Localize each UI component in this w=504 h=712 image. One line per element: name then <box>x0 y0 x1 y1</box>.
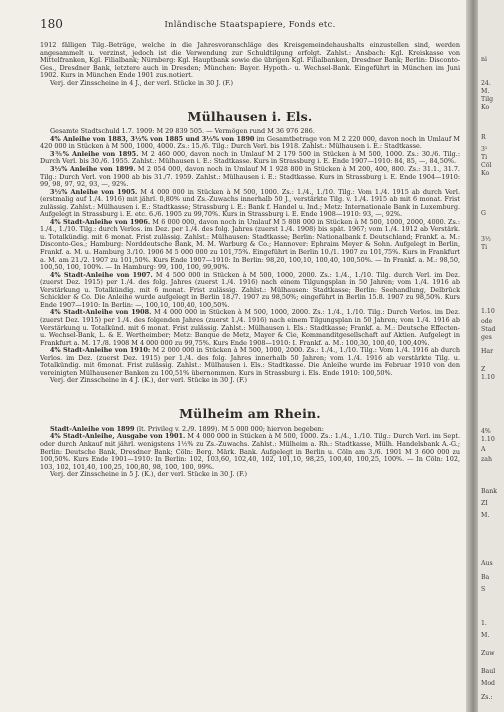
page-body <box>40 42 460 479</box>
page-header <box>40 17 460 31</box>
edge-fragment: 3¹ <box>481 146 488 153</box>
loan-text: M 6 000 000, davon noch in Umlauf M 5 808 000 in Stücken à M 500, 1000, 2000, 4000. Zs.: 1./4., 1./10. Tilg.: durch Verlos. im Dez. per 1./4. des folg. Jahres (zuerst 1./4. 1908) bis spät. 1967; vom 1./4. 1912 ab Verstärk. u. Totalkündig. mit 6 monat. Frist zulässig. Zahlst.: Mülhausen: Stadtkasse; Berlin: Nationalbank f. Deutschland; Frankf. a. M.: Disconto-Ges.; Hamburg: Norddeutsche Bank, M. M. Warburg & Co.; Hannover: Ephraim Meyer & Sohn. Aufgelegt in Berlin, Frankf. a. M. u. Hamburg 3./10. 1906 M 5 000 000 zu 101,75%. Eingeführt in Berlin 10./1. 1907 zu 101,75%. Kurs in Frankfurt a. M. am 21./2. 1907 zu 101,50%. Kurs Ende 1907—1910: In Berlin: 98,20, 100,10, 100,40, 100,50%. — In Frankf. a. M.: 98,50, 100,50, 100, 100%. — In Hamburg: 99, 100, 100, 99,90%. <box>40 217 460 272</box>
loan-text: M 2 000 000 in Stücken à M 500, 1000, 2000. Zs.: 1./4., 1./10. Tilg.: Vom 1./4. 1916 ab durch Verlos. im Dez. (zuerst Dez. 1915) per 1./4. des folg. Jahres innerhalb 50 Jahren; vom 1./4. 1916 ab verstärkte Tilg. u. Totalkündig. mit 6monat. Frist zulässig. Zahlst.: Mülhausen i. Els.: Stadtkasse. Die Anleihe wurde im Februar 1910 von den vereinigten Mülhausener Banken zu 100,51% übernommen. Kurs in Strassburg i. Els. Ende 1910: 100,50%. <box>40 346 460 377</box>
loan-1907 <box>40 272 460 310</box>
edge-fragment: M. <box>481 512 490 519</box>
edge-fragment: S <box>481 586 486 593</box>
loan-1910 <box>40 347 460 377</box>
adjacent-page-edge <box>478 0 504 712</box>
edge-fragment: Ba <box>481 574 490 581</box>
edge-fragment: Har <box>481 348 494 355</box>
intro-coupon-note: Verj. der Zinsscheine in 4 J., der verl. Stücke in 30 J. (F.) <box>50 78 234 87</box>
edge-fragment: ni <box>481 56 487 63</box>
loan-heading: 3½% Anleihe von 1905. <box>50 187 138 196</box>
loan-text: M 4 000 000 in Stücken à M 500, 1000. Zs.: 1./4., 1./10. Tilg.: Durch Verl. im Sept. oder durch Ankauf mit jährl. wenigstens 1½% zu Zs.-Zuwachs. Zahlst.: Mülheim a. Rh.: Stadtkasse, Mülh. Handelsbank A.-G.; Berlin: Deutsche Bank, Dresdner Bank; Cöln: Berg. Märk. Bank. Aufgelegt in Berlin u. Cöln am 3./6. 1901 M 3 600 000 zu 100,50%. Kurs Ende 1901—1910: In Berlin: 102, 103,60, 102,40, 102, 101,10, 98,25, 100,40, 100,25, 100%. — In Cöln: 102, 103, 102, 101,40, 100,25, 100,80, 98, 100, 100, 99%. <box>40 432 460 471</box>
edge-fragment: 1.10 <box>481 436 495 443</box>
edge-fragment: ges <box>481 334 492 341</box>
loan-heading: 4% Stadt-Anleihe, Ausgabe von 1901. <box>50 432 186 441</box>
edge-fragment: ode <box>481 318 493 325</box>
loan-heading: 3⅗% Anleihe von 1895. <box>50 149 139 158</box>
edge-fragment: zah <box>481 456 492 463</box>
edge-fragment: 1. <box>481 620 487 627</box>
loan-heading: 4% Stadt-Anleihe von 1908. <box>50 308 152 317</box>
edge-fragment: R <box>481 134 486 141</box>
loan-text: M 2 460 000, davon noch in Umlauf M 2 179 500 in Stücken à M 500, 1000. Zs.: 30./6. Tilg.: Durch Verl. bis 30./6. 1955. Zahlst.: Mülhausen i. E.: Stadtkasse. Kurs in Strassburg i. E. Ende 1907—1910: 84, 85, —, 84,50%. <box>40 149 461 166</box>
loan-text: (lt. Privileg v. 2./9. 1899). M 5 000 000; hiervon begeben: <box>134 424 324 433</box>
edge-fragment: Zuw <box>481 650 495 657</box>
loan-1895 <box>40 151 460 166</box>
section-title-muelhausen: Mülhausen i. Els. <box>187 109 313 125</box>
running-title: Inländische Staatspapiere, Fonds etc. <box>164 19 336 29</box>
edge-fragment: M. <box>481 88 490 95</box>
loan-heading: 4% Stadt-Anleihe von 1910: <box>50 346 151 355</box>
loan-text: M 4 000 000 in Stücken à M 500, 1000, 2000. Zs.: 1./4., 1./10. Tilg.: Durch Verlos. im Dez. (zuerst Dez. 1915) per 1./4. des folgenden Jahres (zuerst 1./4. 1916) nach einem Tilgungsplan in 50 Jahren; vom 1./4. 1916 ab Verstärkung u. Totalkünd. mit 6 monat. Frist zulässig. Zahlst.: Mülhausen i. Els.: Stadtkasse; Frankf. a. M.: Deutsche Effecten- u. Wechsel-Bank, L. & E. Wertheimber; Metz: Banque de Metz, Mayer & Cie, Kommanditgesellschaft auf Aktien. Aufgelegt in Frankfurt a. M. 17./8. 1908 M 4 000 000 zu 99,75%. Kurs Ende 1908—1910: I. Frankf. a. M.: 100,30, 100,40, 100,40%. <box>40 308 461 347</box>
edge-fragment: Ko <box>481 170 490 177</box>
book-gutter <box>466 0 478 712</box>
loan-heading: 4% Stadt-Anleihe von 1906. <box>50 217 151 226</box>
edge-fragment: Ti <box>481 154 488 161</box>
edge-fragment: ZI <box>481 500 488 507</box>
edge-fragment: 3½ <box>481 236 491 243</box>
loan-heading: Stadt-Anleihe von 1899 <box>50 424 135 433</box>
loan-1905 <box>40 189 460 219</box>
loan-heading: 4% Stadt-Anleihe von 1907. <box>50 270 153 279</box>
edge-fragment: 4% <box>481 428 491 435</box>
loan-text: M 4 000 000 in Stücken à M 500, 1000. Zs.: 1./4., 1./10. Tilg.: Vom 1./4. 1915 ab durch Verl. (erstmalig auf 1./4. 1916) mit jährl. 0,80% und Zs.-Zuwachs innerhalb 50 J., verstärkte Tilg. v. 1./4. 1915 ab mit 6 monat. Frist zulässig. Zahlst.: Mülhausen i. E.: Stadtkasse; Strassburg i. E.: Bank f. Handel u. Ind.; Metz: Internationale Bank in Luxemburg. Aufgelegt in Strassburg i. E. etc. 6./6. 1905 zu 99,70%. Kurs in Strassburg i. E. Ende 1908—1910: 93, —, 92%. <box>40 187 460 219</box>
loan-1883 <box>40 136 460 151</box>
loan-1906 <box>40 219 460 272</box>
edge-fragment: 1.10 <box>481 308 495 315</box>
loan-text: M 4 500 000 in Stücken à M 500, 1000, 2000. Zs.: 1./4., 1./10. Tilg. durch Verl. im Dez. (zuerst Dez. 1915) per 1./4. des folg. Jahres (zuerst 1./4. 1916) nach einem Tilgungsplan in 50 Jahren; vom 1./4. 1916 ab Verstärkung u. Totalkündig. mit 6 monat. Frist zulässig. Zahlst.: Mülhausen: Stadtkasse; Berlin: Seehandlung, Delbrück Schickler & Co. Die Anleihe wurde aufgelegt in Berlin 18./7. 1907 zu 98,50%; eingeführt in Berlin 15.8. 1907 zu 98,50%. Kurs Ende 1907—1910: In Berlin: —, 100,10, 100,40, 100,50%. <box>40 270 460 309</box>
intro-paragraph: 1912 fälligen Tilg.-Beträge, welche in die Jahresvoranschläge des Kreisgemeindehaushalts einzustellen sind, werden angesammelt u. verzinst, jedoch ist die Verwendung zur Schuldtilgung erfolgt. Zahlst.: Ansbach: Kgl. Kreiskasse von Mittelfranken, Kgl. Filialbank; Nürnberg: Kgl. Hauptbank sowie die übrigen Kgl. Filialbanken, Dresdner Bank; Berlin: Disconto-Ges., Dresdner Bank, letztere auch in Dresden; München: Bayer. Hypoth.- u. Wechsel-Bank. Eingeführt in München im Juni 1902. Kurs in München Ende 1901 zus.notiert. <box>40 41 460 80</box>
edge-fragment: Bank <box>481 488 497 495</box>
edge-fragment: Mod <box>481 680 496 687</box>
section1-coupon-note: Verj. der Zinsscheine in 4 J. (K.), der verl. Stücke in 30 J. (F.) <box>50 376 247 385</box>
edge-fragment: Cöl <box>481 162 492 169</box>
loan-heading: 4% Anleihe von 1883, 3½% von 1885 und 3½% von 1890 <box>50 134 255 143</box>
edge-fragment: Z <box>481 366 486 373</box>
loan-1901-muelheim <box>40 433 460 471</box>
edge-fragment: 1.10 <box>481 374 495 381</box>
edge-fragment: Ko <box>481 104 490 111</box>
edge-fragment: Stad <box>481 326 496 333</box>
loan-heading: 3½% Anleihe von 1899. <box>50 165 136 174</box>
page-number: 180 <box>40 17 63 31</box>
edge-fragment: Aus <box>481 560 493 567</box>
edge-fragment: Baul <box>481 668 496 675</box>
edge-fragment: Tilg <box>481 96 494 103</box>
loan-text: M 2 054 000, davon noch in Umlauf M 1 928 800 in Stücken à M 200, 400, 800. Zs.: 31.1., 31.7. Tilg.: Durch Verl. von 1900 ab bis 31./7. 1959. Zahlst.: Mülhausen i. E.: Stadtkasse. Kurs in Strassburg i. E. Ende 1904—1910: 99, 98, 97, 92, 93, —, 92%. <box>40 165 460 189</box>
edge-fragment: Ti <box>481 244 488 251</box>
loan-text: im Gesamtbetrage von M 2 220 000, davon noch in Umlauf M 420 000 in Stücken à M 500, 1000, 4000. Zs.: 15./6. Tilg.: Durch Verl. bis 1918. Zahlst.: Mülhausen i. E.: Stadtkasse. <box>40 134 460 151</box>
loan-1908 <box>40 309 460 347</box>
edge-fragment: A <box>481 446 486 453</box>
edge-fragment: Zs.: <box>481 694 493 701</box>
loan-1899 <box>40 166 460 189</box>
section-title-muelheim: Mülheim am Rhein. <box>179 405 321 421</box>
edge-fragment: G <box>481 210 486 217</box>
edge-fragment: 24. <box>481 80 491 87</box>
debt-stats: Gesamte Stadtschuld 1.7. 1909: M 29 839 505. — Vermögen rund M 36 976 286. <box>50 127 315 136</box>
section2-coupon-note: Verj. der Zinsscheine in 5 J. (K.), der verl. Stücke in 30 J. (F.) <box>50 470 247 479</box>
edge-fragment: M. <box>481 632 490 639</box>
